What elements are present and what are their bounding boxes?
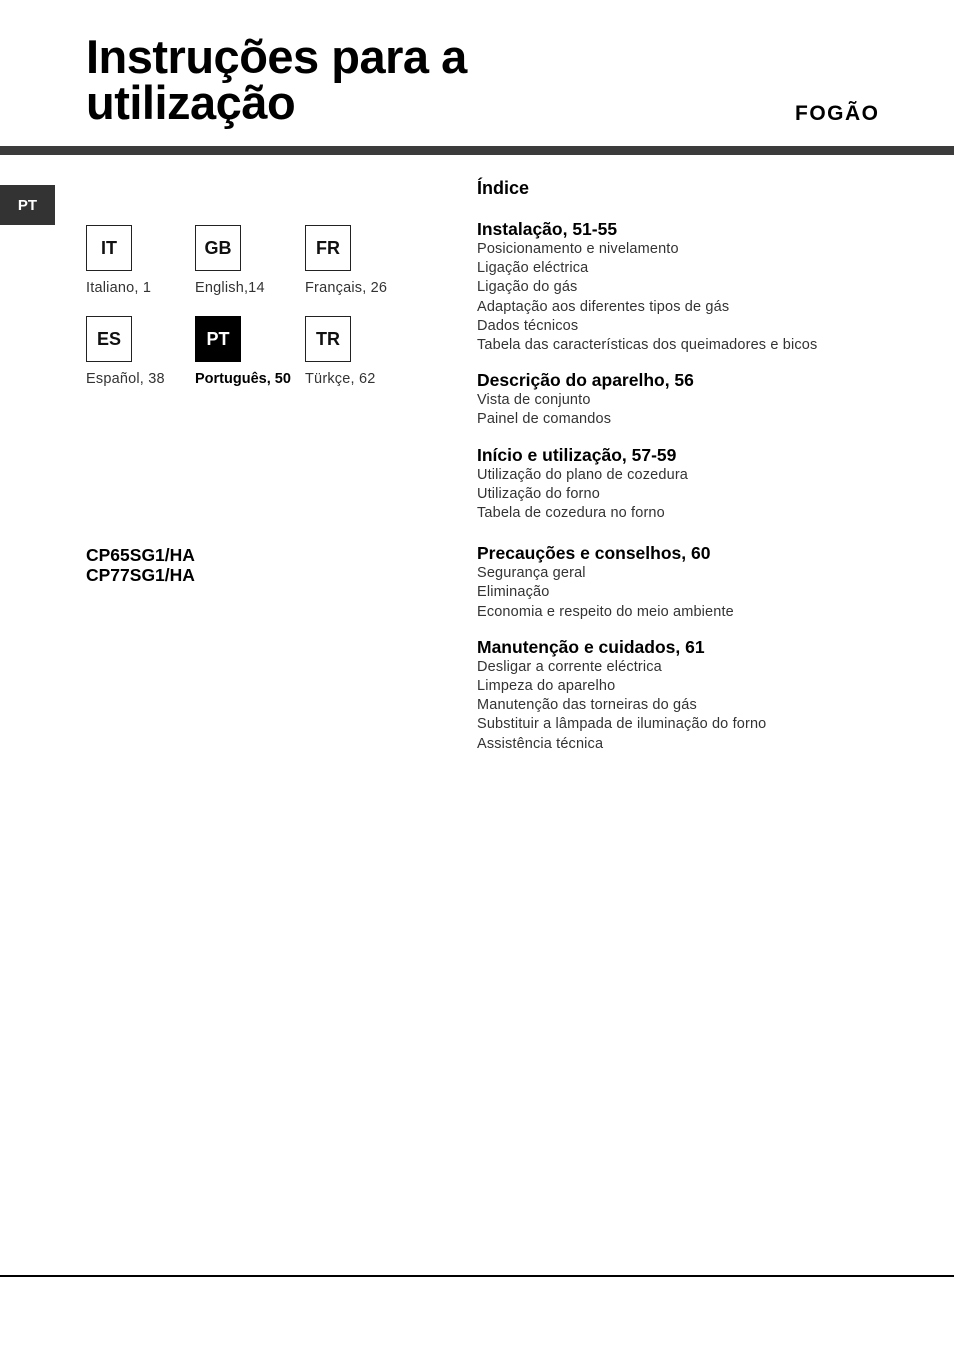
toc-item[interactable]: Manutenção das torneiras do gás — [477, 697, 697, 714]
language-code-box: IT — [86, 225, 132, 271]
toc-item[interactable]: Utilização do plano de cozedura — [477, 466, 689, 483]
toc-item[interactable]: Eliminação — [477, 584, 550, 601]
toc-section-title[interactable]: Precauções e conselhos, 60 — [477, 543, 711, 564]
header-divider — [0, 146, 954, 155]
language-code-box: ES — [86, 316, 132, 362]
language-side-tab: PT — [0, 185, 55, 225]
title-line-1: Instruções para a — [86, 30, 467, 83]
page-title — [86, 30, 467, 129]
toc-section-title[interactable]: Manutenção e cuidados, 61 — [477, 636, 705, 657]
language-label: Español, 38 — [86, 371, 165, 387]
toc-item[interactable]: Assistência técnica — [477, 735, 604, 752]
toc-item[interactable]: Adaptação aos diferentes tipos de gás — [477, 298, 730, 315]
model-number: CP65SG1/HA — [86, 545, 195, 565]
toc-section-precautions — [477, 543, 937, 622]
toc-item[interactable]: Segurança geral — [477, 565, 586, 582]
toc-section-start-and-use — [477, 445, 937, 524]
toc-item[interactable]: Substituir a lâmpada de iluminação do forno — [477, 716, 767, 733]
language-code-box: FR — [305, 225, 351, 271]
toc-item[interactable]: Dados técnicos — [477, 317, 579, 334]
language-fr[interactable] — [305, 225, 445, 296]
toc-section-title[interactable]: Instalação, 51-55 — [477, 219, 618, 239]
toc-item[interactable]: Desligar a corrente eléctrica — [477, 658, 662, 675]
toc-item[interactable]: Ligação do gás — [477, 279, 578, 296]
toc-item[interactable]: Vista de conjunto — [477, 392, 591, 409]
toc-section-title[interactable]: Início e utilização, 57-59 — [477, 444, 677, 465]
toc-section-maintenance — [477, 637, 937, 754]
language-tr[interactable] — [305, 316, 445, 387]
toc-section-title[interactable]: Descrição do aparelho, 56 — [477, 370, 694, 391]
footer-divider — [0, 1275, 954, 1277]
model-number: CP77SG1/HA — [86, 565, 195, 585]
toc-item[interactable]: Limpeza do aparelho — [477, 678, 616, 695]
table-of-contents — [477, 178, 937, 769]
toc-item[interactable]: Painel de comandos — [477, 411, 612, 428]
toc-heading: Índice — [477, 178, 530, 198]
product-name: FOGÃO — [795, 102, 880, 125]
toc-item[interactable]: Posicionamento e nivelamento — [477, 241, 679, 257]
language-code-box: PT — [195, 316, 241, 362]
language-label: Français, 26 — [305, 280, 388, 296]
language-code-box: GB — [195, 225, 241, 271]
title-line-2: utilização — [86, 76, 296, 129]
toc-item[interactable]: Tabela de cozedura no forno — [477, 505, 665, 522]
toc-section-description — [477, 370, 937, 429]
language-label: Italiano, 1 — [86, 280, 152, 296]
toc-item[interactable]: Economia e respeito do meio ambiente — [477, 603, 734, 620]
toc-section-installation — [477, 219, 937, 355]
toc-item[interactable]: Tabela das características dos queimadores e bicos — [477, 337, 818, 354]
language-label: English,14 — [195, 280, 265, 296]
language-label: Türkçe, 62 — [305, 371, 376, 387]
toc-item[interactable]: Utilização do forno — [477, 485, 600, 502]
language-label: Português, 50 — [195, 371, 291, 387]
toc-item[interactable]: Ligação eléctrica — [477, 260, 589, 277]
model-numbers — [86, 545, 195, 585]
language-code-box: TR — [305, 316, 351, 362]
